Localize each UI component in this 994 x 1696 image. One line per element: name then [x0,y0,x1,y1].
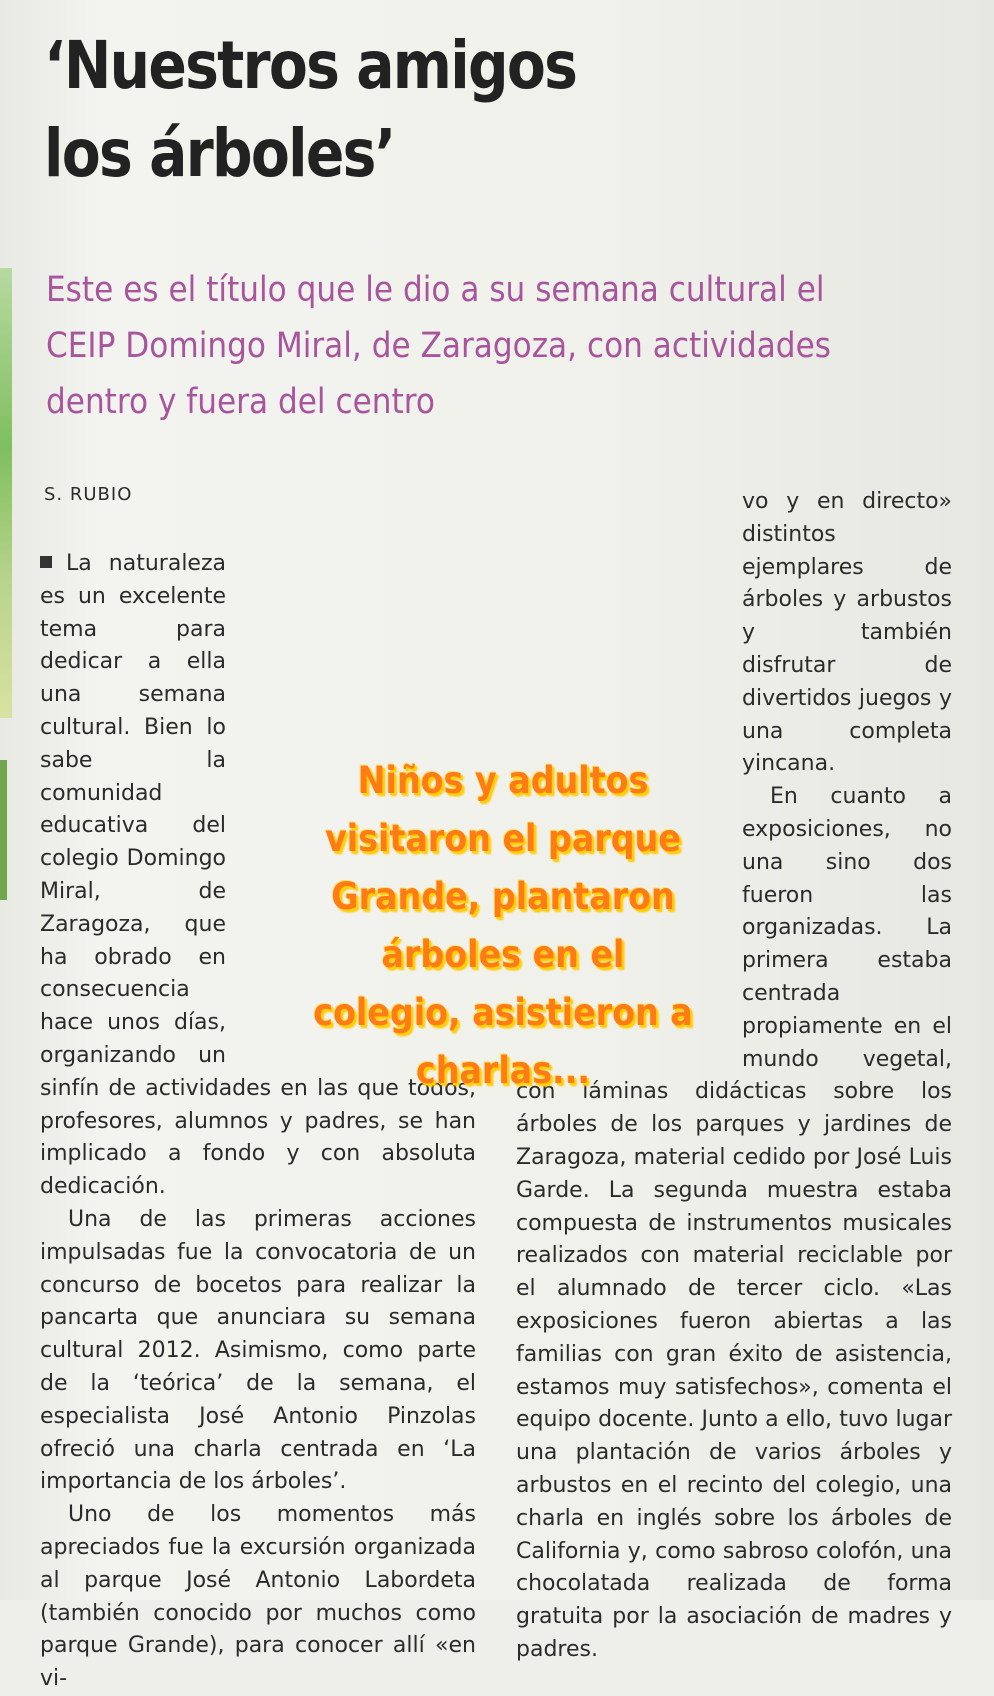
body-paragraph-4: vo y en directo» distintos ejemplares de árboles y arbustos y también disfrutar de divertidos juegos y una completa yincana. [742,489,952,777]
body-paragraph-3: Uno de los momentos más apreciados fue la excursión organizada al parque José Antonio Labordeta (también conocido por muchos como parque Grande), para conocer allí «en vi- [40,1502,476,1692]
adjacent-photo-edge [0,268,12,718]
subheadline: Este es el título que le dio a su semana cultural el CEIP Domingo Miral, de Zaragoza, con actividades dentro y fuera del centro [46,270,831,422]
paragraph-text: La naturaleza es un excelente tema para dedicar a ella una semana cultural. Bien lo sabe la comunidad educativa del colegio Domingo Miral, de Zaragoza, que ha obrado en consecuencia hace unos días, organizando un sinfín de actividades en las que todos, profesores, alumnos y padres, se han implicado a fondo y con absoluta dedicación. [40,551,476,1200]
headline: ‘Nuestros amigos los árboles’ [44,27,577,192]
body-column-left [40,548,476,1696]
body-paragraph-2: Una de las primeras acciones impulsadas fue la convocatoria de un concurso de bocetos para realizar la pancarta que anunciara su semana cultural 2012. Asimismo, como parte de la ‘teórica’ de la semana, el especialista José Antonio Pinzolas ofreció una charla centrada en ‘La importancia de los árboles’. [40,1206,476,1495]
adjacent-photo-edge-lower [0,760,7,900]
pullquote: Niños y adultos visitaron el parque Grande, plantaron árboles en el colegio, asistieron a charlas... [313,759,693,1092]
lead-bullet-icon [40,556,52,568]
byline: S. RUBIO [44,484,133,505]
body-paragraph-5: En cuanto a exposiciones, no una sino dos fueron las organizadas. La primera estaba centrada propiamente en el mundo vegetal, con láminas didácticas sobre los árboles de los parques y jardines de Zaragoza, material cedido por José Luis Garde. La segunda muestra estaba compuesta de instrumentos musicales realizados con material reciclable por el alumnado de tercer ciclo. «Las exposiciones fueron abiertas a las familias con gran éxito de asistencia, estamos muy satisfechos», comenta el equipo docente. Junto a ello, tuvo lugar una plantación de varios árboles y arbustos en el recinto del colegio, una charla en inglés sobre los árboles de California y, como sabroso colofón, una chocolatada realizada de forma gratuita por la asociación de madres y padres. [516,784,952,1662]
